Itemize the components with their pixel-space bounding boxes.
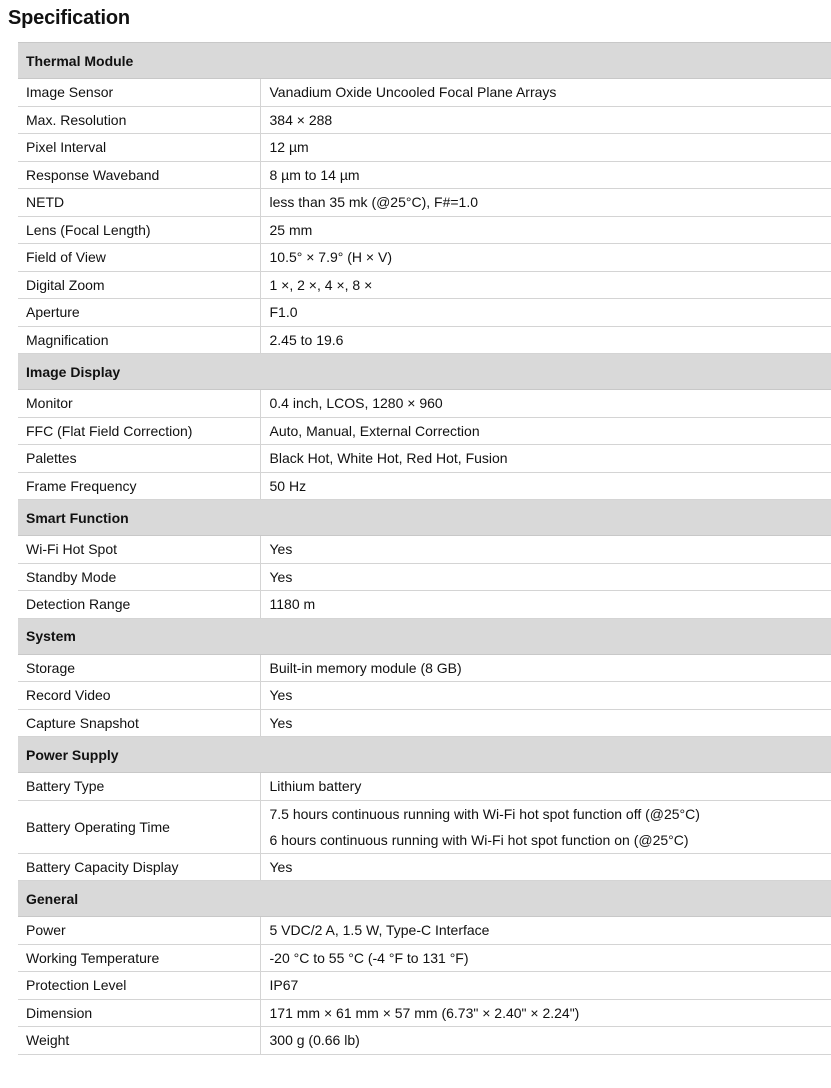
spec-row xyxy=(18,79,831,107)
spec-row xyxy=(18,271,831,299)
spec-row xyxy=(18,244,831,272)
section-title: General xyxy=(18,881,831,917)
spec-row xyxy=(18,1027,831,1055)
spec-label: Aperture xyxy=(18,299,260,327)
spec-value-cell xyxy=(260,216,831,244)
spec-label: Magnification xyxy=(18,326,260,354)
spec-label: Capture Snapshot xyxy=(18,709,260,737)
spec-label: Standby Mode xyxy=(18,563,260,591)
spec-value: F1.0 xyxy=(269,304,298,321)
spec-row xyxy=(18,445,831,473)
spec-label: Max. Resolution xyxy=(18,106,260,134)
spec-value: Yes xyxy=(269,568,293,585)
spec-value-cell xyxy=(260,390,831,418)
spec-value: 8 µm to 14 µm xyxy=(269,166,360,183)
spec-value: Yes xyxy=(269,858,293,875)
spec-value-cell xyxy=(260,999,831,1027)
spec-value: Vanadium Oxide Uncooled Focal Plane Arrays xyxy=(269,84,557,101)
section-header-row xyxy=(18,43,831,79)
spec-label: NETD xyxy=(18,189,260,217)
spec-value: IP67 xyxy=(269,977,299,994)
spec-row xyxy=(18,189,831,217)
spec-row xyxy=(18,709,831,737)
spec-row xyxy=(18,472,831,500)
spec-label: FFC (Flat Field Correction) xyxy=(18,417,260,445)
spec-value-cell xyxy=(260,189,831,217)
spec-value: -20 °C to 55 °C (-4 °F to 131 °F) xyxy=(269,949,469,966)
section-header-row xyxy=(18,737,831,773)
spec-value-cell xyxy=(260,472,831,500)
spec-value-cell xyxy=(260,299,831,327)
spec-value-cell xyxy=(260,773,831,801)
spec-value-cell xyxy=(260,682,831,710)
section-title: System xyxy=(18,618,831,654)
spec-value: 2.45 to 19.6 xyxy=(269,331,344,348)
spec-label: Battery Type xyxy=(18,773,260,801)
section-title: Thermal Module xyxy=(18,43,831,79)
spec-value: 10.5° × 7.9° (H × V) xyxy=(269,249,392,266)
spec-row xyxy=(18,563,831,591)
spec-label: Pixel Interval xyxy=(18,134,260,162)
section-header-row xyxy=(18,618,831,654)
spec-value: 6 hours continuous running with Wi-Fi hot spot function on (@25°C) xyxy=(269,831,689,848)
spec-value: Yes xyxy=(269,687,293,704)
spec-value-cell xyxy=(260,654,831,682)
spec-value: Yes xyxy=(269,541,293,558)
section-title: Smart Function xyxy=(18,500,831,536)
spec-row xyxy=(18,917,831,945)
specification-table-body xyxy=(18,43,831,1055)
spec-value: 300 g (0.66 lb) xyxy=(269,1032,360,1049)
spec-row xyxy=(18,972,831,1000)
spec-row xyxy=(18,326,831,354)
spec-value-cell xyxy=(260,944,831,972)
spec-label: Battery Capacity Display xyxy=(18,853,260,881)
spec-value-cell xyxy=(260,417,831,445)
spec-value: 7.5 hours continuous running with Wi-Fi hot spot function off (@25°C) xyxy=(269,805,700,822)
spec-label: Digital Zoom xyxy=(18,271,260,299)
spec-value: 1180 m xyxy=(269,596,316,613)
spec-label: Record Video xyxy=(18,682,260,710)
spec-value-cell xyxy=(260,134,831,162)
spec-label: Lens (Focal Length) xyxy=(18,216,260,244)
spec-value: 384 × 288 xyxy=(269,111,333,128)
spec-value: 25 mm xyxy=(269,221,313,238)
spec-row xyxy=(18,682,831,710)
spec-label: Frame Frequency xyxy=(18,472,260,500)
spec-label: Image Sensor xyxy=(18,79,260,107)
spec-value: 12 µm xyxy=(269,139,309,156)
spec-label: Battery Operating Time xyxy=(18,800,260,853)
spec-value-cell xyxy=(260,326,831,354)
spec-row xyxy=(18,299,831,327)
spec-row xyxy=(18,216,831,244)
spec-label: Power xyxy=(18,917,260,945)
section-header-row xyxy=(18,881,831,917)
spec-value-cell xyxy=(260,271,831,299)
spec-row xyxy=(18,944,831,972)
spec-label: Wi-Fi Hot Spot xyxy=(18,536,260,564)
spec-row xyxy=(18,417,831,445)
spec-table-container xyxy=(18,42,831,1055)
spec-row xyxy=(18,536,831,564)
section-header-row xyxy=(18,500,831,536)
spec-label: Working Temperature xyxy=(18,944,260,972)
spec-value-cell xyxy=(260,972,831,1000)
spec-value: less than 35 mk (@25°C), F#=1.0 xyxy=(269,194,479,211)
spec-row xyxy=(18,999,831,1027)
spec-label: Protection Level xyxy=(18,972,260,1000)
spec-label: Detection Range xyxy=(18,591,260,619)
spec-value-cell xyxy=(260,917,831,945)
spec-row xyxy=(18,654,831,682)
section-title: Image Display xyxy=(18,354,831,390)
spec-label: Storage xyxy=(18,654,260,682)
spec-value-cell xyxy=(260,536,831,564)
spec-value: Lithium battery xyxy=(269,778,362,795)
spec-value-cell xyxy=(260,591,831,619)
spec-label: Palettes xyxy=(18,445,260,473)
spec-label: Monitor xyxy=(18,390,260,418)
spec-row xyxy=(18,390,831,418)
spec-value-cell xyxy=(260,445,831,473)
spec-row xyxy=(18,106,831,134)
section-title: Power Supply xyxy=(18,737,831,773)
spec-row xyxy=(18,161,831,189)
spec-value-cell xyxy=(260,244,831,272)
spec-label: Field of View xyxy=(18,244,260,272)
spec-row xyxy=(18,773,831,801)
spec-value: 171 mm × 61 mm × 57 mm (6.73" × 2.40" × 2.24") xyxy=(269,1004,580,1021)
spec-value: 50 Hz xyxy=(269,477,307,494)
spec-label: Weight xyxy=(18,1027,260,1055)
spec-value: 0.4 inch, LCOS, 1280 × 960 xyxy=(269,395,443,412)
spec-label: Response Waveband xyxy=(18,161,260,189)
spec-value: Built-in memory module (8 GB) xyxy=(269,659,462,676)
page-title: Specification xyxy=(8,7,130,29)
spec-row xyxy=(18,591,831,619)
spec-value: Yes xyxy=(269,714,293,731)
spec-value-cell xyxy=(260,800,831,853)
spec-row xyxy=(18,853,831,881)
spec-value-cell xyxy=(260,161,831,189)
spec-value: 1 ×, 2 ×, 4 ×, 8 × xyxy=(269,276,373,293)
spec-value-cell xyxy=(260,1027,831,1055)
spec-value-cell xyxy=(260,563,831,591)
spec-row xyxy=(18,134,831,162)
spec-value-cell xyxy=(260,106,831,134)
spec-value: Black Hot, White Hot, Red Hot, Fusion xyxy=(269,450,508,467)
spec-value: Auto, Manual, External Correction xyxy=(269,422,480,439)
spec-value-cell xyxy=(260,853,831,881)
spec-value: 5 VDC/2 A, 1.5 W, Type-C Interface xyxy=(269,922,490,939)
spec-label: Dimension xyxy=(18,999,260,1027)
spec-value-cell xyxy=(260,709,831,737)
section-header-row xyxy=(18,354,831,390)
spec-row xyxy=(18,800,831,853)
spec-value-cell xyxy=(260,79,831,107)
specification-table xyxy=(18,42,831,1055)
